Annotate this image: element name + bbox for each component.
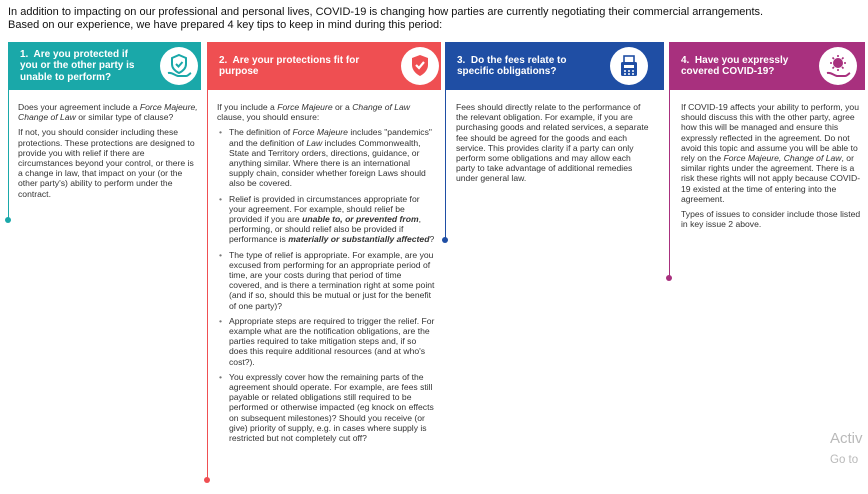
card-1-dot [5, 217, 11, 223]
card-2-title: 2. Are your protections fit for purpose [219, 54, 360, 77]
card-1-header [8, 42, 201, 90]
card-3-paragraph-1: Fees should directly relate to the performance of the relevant obligation. For example, if you are purchasing goods and related services, a separate fee should be agreed for the goods and each service. This provides clarity if a party can only perform some obligations and may allow each party to take advantage of additional remedies under general law. [456, 102, 649, 184]
intro-text [8, 6, 860, 31]
card-4-title: 4. Have you expressly covered COVID-19? [681, 54, 789, 77]
card-1-body [18, 102, 198, 204]
invoice-calculator-icon [610, 47, 648, 85]
card-2-line [207, 90, 208, 478]
hand-holding-shield-icon [160, 47, 198, 85]
card-3-dot [442, 237, 448, 243]
list-item: • Appropriate steps are required to trigger the relief. For example what are the notification obligations, are the parties required to take mitigation steps and, if so does this require additional resources (and at who's cost?). [217, 316, 435, 367]
shield-check-icon [401, 47, 439, 85]
card-2-dot [204, 477, 210, 483]
card-3-header [445, 42, 664, 90]
card-3-title: 3. Do the fees relate to specific obligations? [457, 54, 567, 77]
card-1-line [8, 90, 9, 218]
activation-watermark [830, 430, 863, 469]
intro-line-1: In addition to impacting on our professional and personal lives, COVID-19 is changing how parties are currently negotiating their commercial arrangements. [8, 6, 764, 18]
list-item: • You expressly cover how the remaining parts of the agreement should operate. For example, are fees still payable or related obligations still required to be performed or otherwise impacted (eg knock on effects on subsequent milestones)? Should you receive (or give) priority of supply, e.g. in cases where supply is restricted but not completely cut off? [217, 372, 435, 443]
list-item: • The definition of Force Majeure includes "pandemics" and the definition of Law includes Commonwealth, State and Territory orders, directions, guidance, or anything similar. Where there is an international supply chain, consider whether foreign Laws should also be covered. [217, 127, 435, 188]
intro-line-2: Based on our experience, we have prepared 4 key tips to keep in mind during this period: [8, 18, 443, 31]
watermark-line-1: Activ [830, 430, 863, 447]
card-4-paragraph-1: If COVID-19 affects your ability to perform, you should discuss this with the other party, agree how this will be managed and ensure this expressly reflected in the agreement. Do not avoid this topic and assume you will be able to rely on the Force Majeure, Change of Law, or similar rights under the agreement. There is a risk these rights will not apply because COVID-19 existed at the time of entering into the agreement. [681, 102, 861, 204]
card-4-line [669, 90, 670, 276]
card-2-body [217, 102, 435, 448]
list-item: • Relief is provided in circumstances appropriate for your agreement. For example, should relief be provided if you are unable to, or prevented from, performing, or should relief also be provided if performance is materially or substantially affected? [217, 194, 435, 245]
watermark-line-2: Go to [830, 454, 859, 466]
card-4-body [681, 102, 861, 234]
card-2-paragraph-1: If you include a Force Majeure or a Change of Law clause, you should ensure: [217, 102, 411, 123]
card-2-bullet-list [217, 127, 435, 443]
card-4-header [669, 42, 865, 90]
card-4-dot [666, 275, 672, 281]
card-3-line [445, 90, 446, 238]
card-2-header [207, 42, 441, 90]
list-item: • The type of relief is appropriate. For example, are you excused from performing for an appropriate period of time, are your costs during that period of time covered, and is there a termination right at some point (and if so, should this be mutual or just for the benefit of one party)? [217, 250, 435, 311]
card-1-paragraph-2: If not, you should consider including these protections. These protections are designed to provide you with relief if there are circumstances beyond your control, or there is a change in law, that impact on your (or the other party's) ability to perform under the contract. [18, 127, 195, 199]
hand-virus-icon [819, 47, 857, 85]
card-1-paragraph-1: Does your agreement include a Force Majeure, Change of Law or similar type of clause? [18, 102, 198, 123]
card-3-body [456, 102, 652, 189]
card-1-title: 1. Are you protected if you or the other party is unable to perform? [20, 48, 135, 83]
card-4-paragraph-2: Types of issues to consider include those listed in key issue 2 above. [681, 209, 861, 230]
